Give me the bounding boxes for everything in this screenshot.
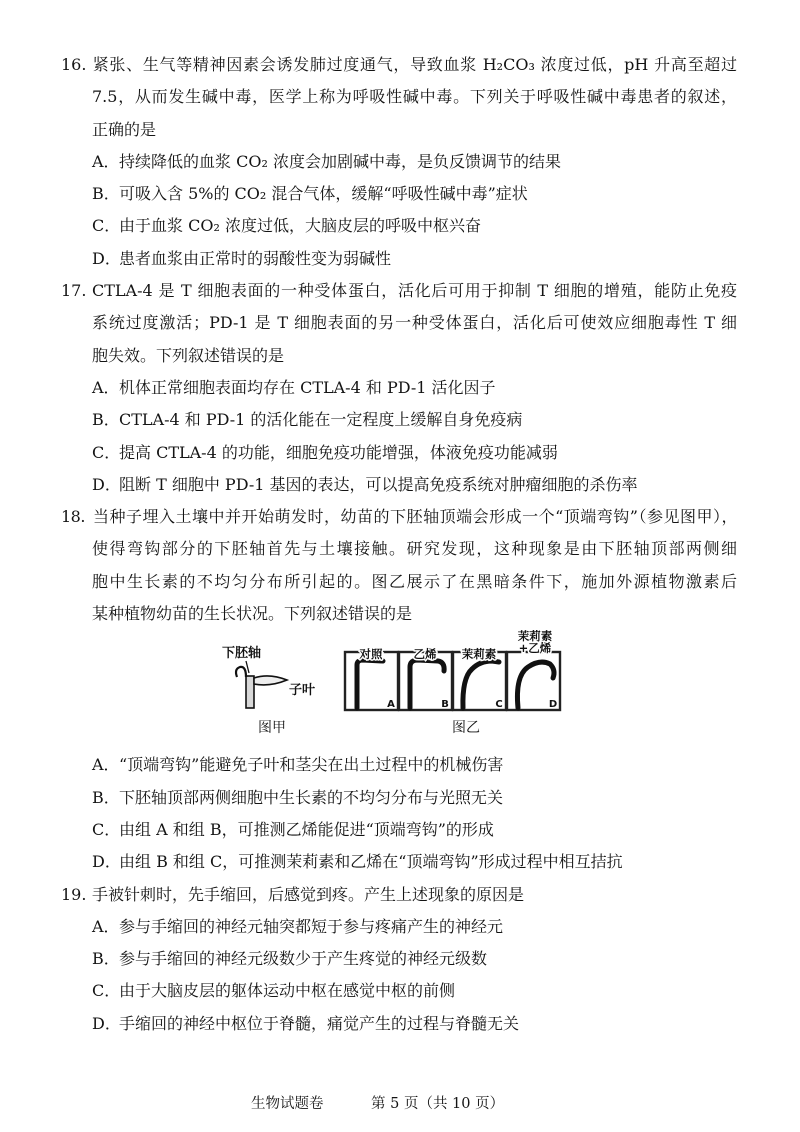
question-17 [0,275,800,501]
option-c [92,814,800,846]
option-text: 患者血浆由正常时的弱酸性变为弱碱性 [119,248,392,268]
question-number: 16. [61,55,87,74]
option-d [92,469,800,501]
footer-page-number: 第 5 页（共 10 页） [371,1096,505,1112]
option-text: 机体正常细胞表面均存在 CTLA-4 和 PD-1 活化因子 [119,377,496,397]
option-a [92,911,800,943]
panel-b [399,647,452,710]
option-label: C． [92,216,121,236]
panel-letter: C [495,699,503,711]
panel-d [507,630,560,710]
cotyledon-shape [254,676,287,685]
apical-hook [236,667,246,677]
option-b [92,178,800,210]
option-text: 阻断 T 细胞中 PD-1 基因的表达，可以提高免疫系统对肿瘤细胞的杀伤率 [119,474,638,494]
option-label: D． [92,852,121,872]
option-text: 由于血浆 CO₂ 浓度过低，大脑皮层的呼吸中枢兴奋 [119,216,481,236]
option-a [92,372,800,404]
option-label: A． [92,151,120,171]
question-number: 17. [61,281,87,301]
question-number: 18. [61,507,85,527]
option-b [92,404,800,436]
stem-text: 当种子埋入土壤中并开始萌发时，幼苗的下胚轴顶端会形成一个“顶端弯钩”（参见图甲）， [92,507,737,527]
option-c [92,975,800,1007]
question-18 [0,501,800,878]
question-stem-line [61,501,737,533]
option-d [92,846,800,878]
question-stem-line: 胞失效。下列叙述错误的是 [92,345,285,365]
option-label: D． [92,248,121,268]
option-label: D． [92,1013,121,1033]
panel-treatment-label-line1: 茉莉素 [517,630,553,644]
option-c [92,210,800,242]
option-text: 由组 A 和组 B，可推测乙烯能促进“顶端弯钩”的形成 [119,819,494,839]
option-text: 可吸入含 5%的 CO₂ 混合气体，缓解“呼吸性碱中毒”症状 [119,184,528,204]
seedling-shape [463,661,499,708]
option-b [92,943,800,975]
question-stem-line: 使得弯钩部分的下胚轴首先与土壤接触。研究发现，这种现象是由下胚轴顶部两侧细 [92,539,737,559]
option-label: C． [92,981,121,1001]
figure-jia-caption: 图甲 [258,720,286,737]
panel-c [453,647,506,710]
question-stem-line: 系统过度激活；PD-1 是 T 细胞表面的另一种受体蛋白，活化后可使效应细胞毒性 T 细 [92,313,737,333]
panel-letter: B [441,699,449,711]
option-c [92,437,800,469]
option-a [92,146,800,178]
option-text: “顶端弯钩”能避免子叶和茎尖在出土过程中的机械伤害 [119,755,504,775]
panel-treatment-label: 茉莉素 [461,647,497,662]
option-text: 下胚轴顶部两侧细胞中生长素的不均匀分布与光照无关 [119,787,504,807]
figure-svg [0,630,800,749]
question-18-figure [0,630,800,749]
option-label: C． [92,819,121,839]
option-text: 由于大脑皮层的躯体运动中枢在感觉中枢的前侧 [119,981,456,1001]
figure-yi-caption: 图乙 [452,720,480,737]
option-label: C． [92,442,121,462]
cotyledon-label: 子叶 [289,683,316,699]
option-label: A． [92,916,120,936]
figure-yi [345,630,560,736]
option-label: B． [92,410,120,430]
option-label: B． [92,787,120,807]
option-text: 提高 CTLA-4 的功能，细胞免疫功能增强，体液免疫功能减弱 [119,442,558,462]
option-text: 参与手缩回的神经元轴突都短于参与疼痛产生的神经元 [119,916,504,936]
stem-text: 紧张、生气等精神因素会诱发肺过度通气，导致血浆 H₂CO₃ 浓度过低，pH 升高至超过 [92,55,737,74]
panel-treatment-label-line2: +乙烯 [518,641,552,656]
page-content [0,49,800,1040]
question-stem-line: 7.5，从而发生碱中毒，医学上称为呼吸性碱中毒。下列关于呼吸性碱中毒患者的叙述， [92,87,737,107]
panel-letter: A [387,699,395,711]
question-number: 19. [61,884,87,904]
seedling-shape [357,660,383,708]
option-text: 参与手缩回的神经元级数少于产生疼觉的神经元级数 [119,949,488,969]
panel-treatment-label: 乙烯 [413,647,437,662]
seedling-shape [410,660,444,708]
figure-jia [222,645,316,736]
footer-subject: 生物试题卷 [251,1096,324,1112]
question-stem-line [61,275,737,307]
option-label: D． [92,474,121,494]
option-a [92,749,800,781]
question-stem-line: 正确的是 [92,119,157,139]
option-label: A． [92,377,120,397]
stem-text: 手被针刺时，先手缩回，后感觉到疼。产生上述现象的原因是 [92,884,525,904]
question-stem-line: 胞中生长素的不均匀分布所引起的。图乙展示了在黑暗条件下，施加外源植物激素后 [92,571,737,591]
option-label: A． [92,755,120,775]
panel-treatment-label: 对照 [359,647,383,662]
option-text: CTLA-4 和 PD-1 的活化能在一定程度上缓解自身免疫病 [119,410,523,430]
option-d [92,1008,800,1040]
option-text: 持续降低的血浆 CO₂ 浓度会加剧碱中毒，是负反馈调节的结果 [119,151,561,171]
option-text: 手缩回的神经中枢位于脊髓，痛觉产生的过程与脊髓无关 [119,1013,520,1033]
option-label: B． [92,949,120,969]
hypocotyl-label: 下胚轴 [222,646,262,662]
panel-letter: D [548,699,558,711]
option-d [92,243,800,275]
question-19 [0,879,800,1040]
option-text: 由组 B 和组 C，可推测茉莉素和乙烯在“顶端弯钩”形成过程中相互拮抗 [119,852,623,872]
page-footer [0,1094,800,1114]
question-stem-line [61,879,737,911]
stem-text: CTLA-4 是 T 细胞表面的一种受体蛋白，活化后可用于抑制 T 细胞的增殖，能防止免疫 [92,281,737,301]
question-16 [0,49,800,275]
panel-a [345,647,398,710]
option-b [92,782,800,814]
hypocotyl-stem [246,676,254,708]
question-stem-line [61,49,737,81]
option-label: B． [92,184,120,204]
question-stem-line: 某种植物幼苗的生长状况。下列叙述错误的是 [92,604,413,624]
